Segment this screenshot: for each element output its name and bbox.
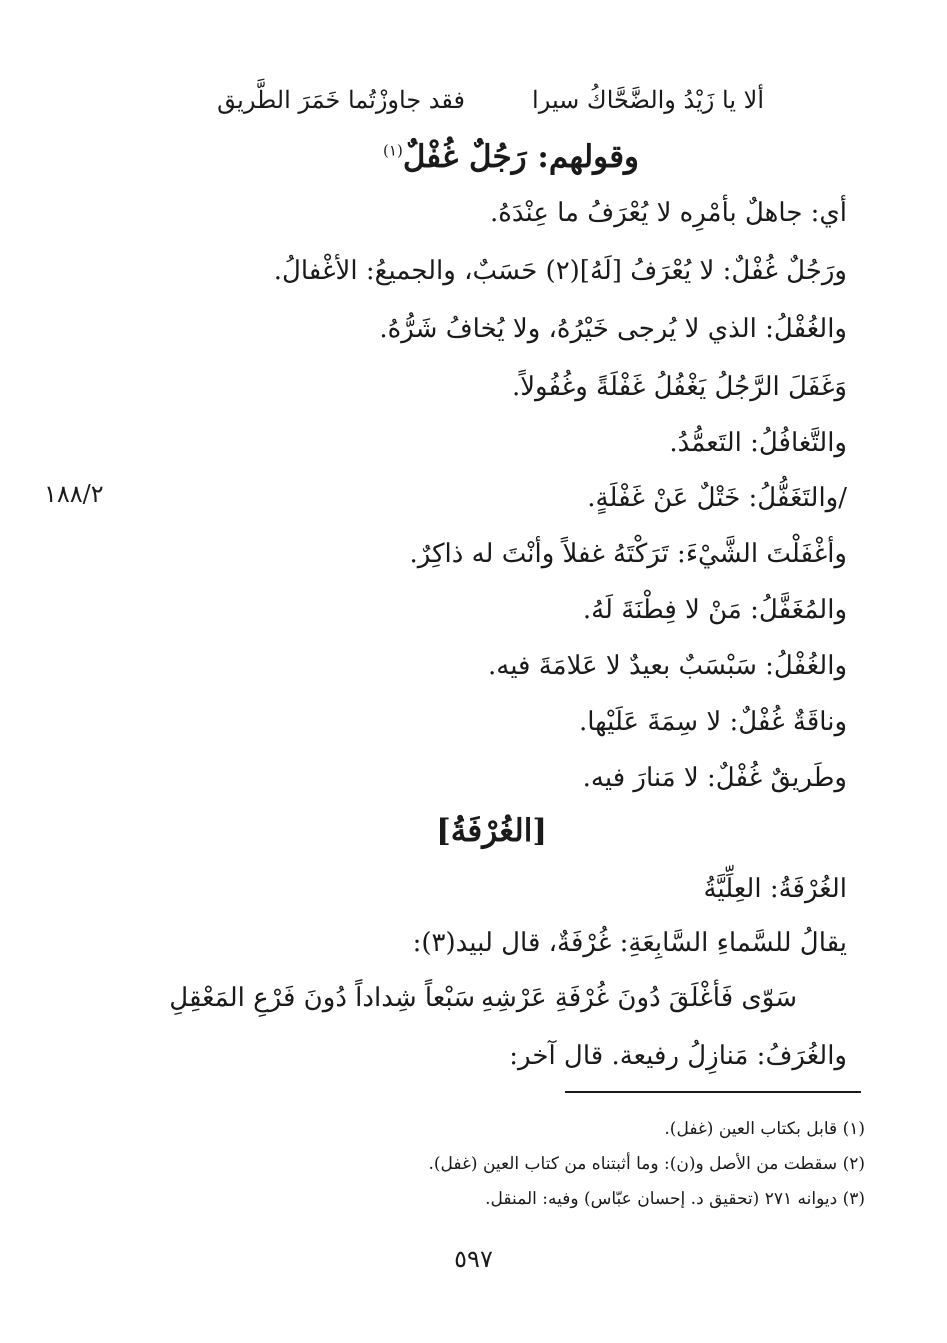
margin-reference: ١٨٨/٢ bbox=[44, 480, 104, 508]
body-line: والغُفْلُ: سَبْسَبٌ بعيدٌ لا عَلامَةَ فيه. bbox=[488, 651, 847, 681]
body-line: /والتَغَفُّلُ: خَتْلٌ عَنْ غَفْلَةٍ. bbox=[587, 483, 847, 513]
verse-top-first-hemistich: ألا يا زَيْدُ والضَّحَّاكُ سيرا bbox=[532, 86, 764, 114]
footnote-2: (٢) سقطت من الأصل و(ن): وما أثبتناه من كتاب العين (غفل). bbox=[428, 1154, 865, 1174]
verse-labid-first-hemistich: سَوّى فَأغْلَقَ دُونَ غُرْفَةِ عَرْشِهِ bbox=[481, 983, 797, 1013]
body-line: الغُرْفَةُ: العِلِّيَّةُ bbox=[703, 874, 847, 904]
body-line: والغُفْلُ: الذي لا يُرجى خَيْرُهُ، ولا يُخافُ شَرُّهُ. bbox=[379, 314, 847, 344]
body-line: أي: جاهلٌ بأمْرِه لا يُعْرَفُ ما عِنْدَهُ. bbox=[489, 198, 847, 228]
footnote-1: (١) قابل بكتاب العين (غفل). bbox=[664, 1119, 865, 1139]
verse-top-second-hemistich: فقد جاوزْتُما خَمَرَ الطَّريق bbox=[217, 86, 465, 114]
footnote-marker-1: (١) bbox=[383, 141, 403, 160]
body-line: والتَّغافُلُ: التَعمُّدُ. bbox=[669, 428, 847, 458]
body-line: يقالُ للسَّماءِ السَّابِعَةِ: غُرْفَةٌ، قال لبيد(٣): bbox=[412, 928, 847, 958]
entry-heading-text: وقولهم: رَجُلٌ غُفْلٌ bbox=[402, 139, 639, 175]
footnote-separator bbox=[565, 1091, 861, 1093]
footnote-3: (٣) ديوانه ٢٧١ (تحقيق د. إحسان عبّاس) وفيه: المنقل. bbox=[485, 1189, 865, 1209]
section-heading: [الغُرْفَةُ] bbox=[436, 813, 547, 849]
body-line: والمُغَفَّلُ: مَنْ لا فِطْنَةَ لَهُ. bbox=[582, 595, 847, 625]
body-line: وَغَفَلَ الرَّجُلُ يَغْفُلُ غَفْلَةً وغُفُولاً. bbox=[511, 372, 847, 402]
entry-heading bbox=[383, 139, 639, 175]
body-line: ورَجُلٌ غُفْلٌ: لا يُعْرَفُ [لَهُ](٢) حَسَبٌ، والجميعُ: الأغْفالُ. bbox=[273, 256, 847, 286]
body-line: والغُرَفُ: مَنازِلُ رفيعة. قال آخر: bbox=[509, 1041, 847, 1071]
page-number: ٥٩٧ bbox=[454, 1245, 493, 1273]
body-line: وأغْفَلْتَ الشَّيْءَ: تَرَكْتَهُ غفلاً وأنْتَ له ذاكِرٌ. bbox=[409, 539, 847, 569]
body-line: وناقَةٌ غُفْلٌ: لا سِمَةَ عَلَيْها. bbox=[578, 707, 847, 737]
body-line: وطَريقٌ غُفْلٌ: لا مَنارَ فيه. bbox=[582, 763, 847, 793]
verse-labid-second-hemistich: سَبْعاً شِداداً دُونَ فَرْعِ المَعْقِلِ bbox=[169, 983, 475, 1013]
